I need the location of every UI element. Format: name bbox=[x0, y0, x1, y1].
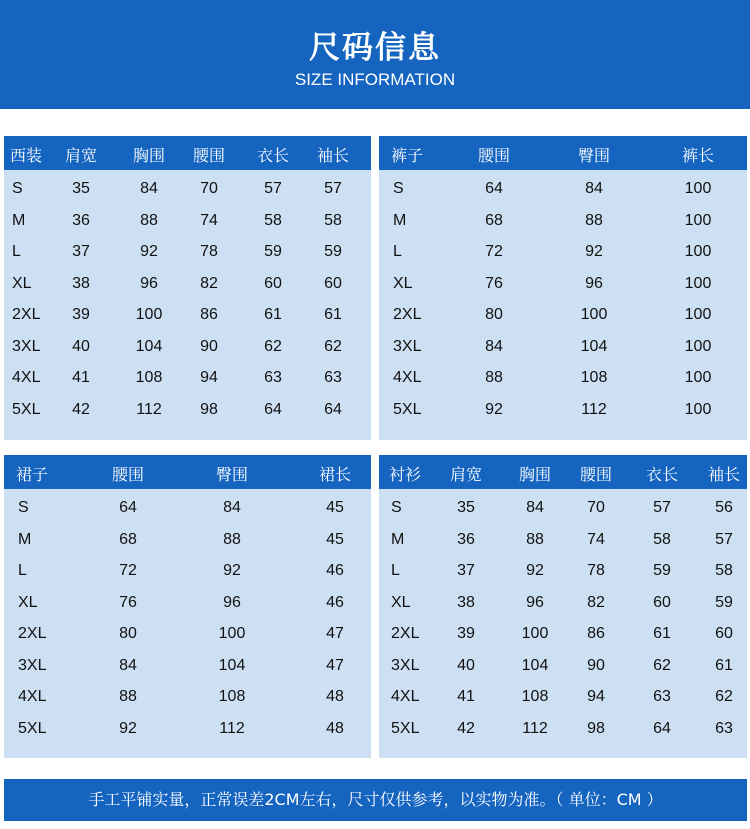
table-cell: 92 bbox=[119, 719, 137, 737]
table-cell: 100 bbox=[684, 211, 712, 229]
table-header bbox=[4, 136, 371, 170]
table-cell: 80 bbox=[119, 625, 137, 642]
table-cell: 62 bbox=[715, 688, 733, 705]
table-cell: 100 bbox=[684, 369, 712, 386]
table-cell: 94 bbox=[200, 369, 218, 386]
size-label: 4XL bbox=[393, 369, 422, 386]
table-cell: 72 bbox=[119, 562, 137, 579]
table-cell: 96 bbox=[223, 593, 241, 611]
table-cell: 88 bbox=[485, 369, 503, 386]
size-label: S bbox=[18, 499, 29, 516]
table-cell: 88 bbox=[140, 211, 158, 229]
header-banner bbox=[0, 0, 750, 109]
table-cell: 63 bbox=[324, 369, 342, 386]
table-cell: 64 bbox=[485, 180, 503, 197]
table-cell: 94 bbox=[587, 688, 605, 705]
table-cell: 84 bbox=[526, 499, 544, 516]
table-cell: 41 bbox=[72, 369, 90, 386]
size-label: XL bbox=[393, 274, 413, 292]
table-cell: 92 bbox=[526, 562, 544, 579]
size-label: 5XL bbox=[391, 719, 420, 737]
column-header: 胸围 bbox=[518, 465, 552, 484]
table-cell: 68 bbox=[119, 530, 137, 548]
size-label: 2XL bbox=[18, 625, 47, 642]
table-cell: 82 bbox=[587, 593, 605, 611]
table-cell: 100 bbox=[684, 243, 712, 260]
size-label: 5XL bbox=[12, 400, 41, 418]
table-cell: 100 bbox=[684, 180, 712, 197]
column-header: 肩宽 bbox=[449, 465, 483, 484]
size-label: S bbox=[12, 180, 23, 197]
table-cell: 76 bbox=[485, 274, 503, 292]
size-label: 4XL bbox=[12, 369, 41, 386]
table-cell: 104 bbox=[521, 656, 549, 674]
shirt-size-table bbox=[379, 455, 747, 758]
table-cell: 100 bbox=[521, 625, 549, 642]
table-cell: 46 bbox=[326, 593, 344, 611]
table-cell: 45 bbox=[326, 499, 344, 516]
table-cell: 100 bbox=[684, 274, 712, 292]
table-cell: 82 bbox=[200, 274, 218, 292]
column-header: 衣长 bbox=[645, 465, 679, 484]
size-label: 2XL bbox=[393, 306, 422, 323]
table-cell: 78 bbox=[587, 562, 605, 579]
table-cell: 57 bbox=[324, 180, 342, 197]
table-cell: 40 bbox=[457, 656, 475, 674]
table-cell: 80 bbox=[485, 306, 503, 323]
size-label: 3XL bbox=[18, 656, 47, 674]
table-cell: 86 bbox=[587, 625, 605, 642]
pants-size-table bbox=[379, 136, 747, 440]
size-label: 3XL bbox=[391, 656, 420, 674]
column-header: 臀围 bbox=[577, 146, 611, 165]
column-header: 衬衫 bbox=[389, 465, 422, 484]
column-header: 衣长 bbox=[256, 146, 290, 165]
table-cell: 108 bbox=[521, 688, 549, 705]
column-header: 臀围 bbox=[215, 465, 249, 484]
table-cell: 88 bbox=[223, 530, 241, 548]
skirt-size-table bbox=[4, 455, 371, 758]
column-header: 肩宽 bbox=[64, 146, 98, 165]
table-cell: 63 bbox=[653, 688, 671, 705]
footer-note: 手工平铺实量，正常误差2CM左右，尺寸仅供参考，以实物为准。（ 单位：CM ） bbox=[4, 779, 747, 821]
suit-size-table bbox=[4, 136, 371, 440]
table-cell: 46 bbox=[326, 562, 344, 579]
size-label: 3XL bbox=[12, 337, 41, 355]
size-label: M bbox=[18, 530, 32, 548]
table-cell: 62 bbox=[264, 337, 282, 355]
table-cell: 57 bbox=[264, 180, 282, 197]
table-cell: 108 bbox=[135, 369, 163, 386]
table-cell: 57 bbox=[715, 530, 733, 548]
table-cell: 45 bbox=[326, 530, 344, 548]
table-cell: 92 bbox=[223, 562, 241, 579]
table-cell: 56 bbox=[715, 499, 733, 516]
table-cell: 58 bbox=[715, 562, 733, 579]
table-cell: 84 bbox=[140, 180, 158, 197]
column-header: 裙长 bbox=[318, 465, 352, 484]
size-label: S bbox=[393, 180, 404, 197]
table-cell: 84 bbox=[119, 656, 137, 674]
table-cell: 59 bbox=[715, 593, 733, 611]
column-header: 胸围 bbox=[132, 146, 166, 165]
table-cell: 63 bbox=[264, 369, 282, 386]
table-cell: 96 bbox=[526, 593, 544, 611]
page-subtitle: SIZE INFORMATION bbox=[294, 70, 456, 89]
table-cell: 108 bbox=[580, 369, 608, 386]
table-cell: 100 bbox=[135, 306, 163, 323]
table-cell: 60 bbox=[264, 274, 282, 292]
table-cell: 36 bbox=[457, 530, 475, 548]
table-cell: 40 bbox=[72, 337, 90, 355]
table-cell: 72 bbox=[485, 243, 503, 260]
size-label: 5XL bbox=[18, 719, 47, 737]
table-cell: 84 bbox=[485, 337, 503, 355]
size-label: 4XL bbox=[18, 688, 47, 705]
table-cell: 98 bbox=[200, 400, 218, 418]
size-label: XL bbox=[391, 593, 411, 611]
column-header: 裤子 bbox=[391, 146, 424, 165]
column-header: 腰围 bbox=[192, 146, 226, 165]
table-cell: 92 bbox=[485, 400, 503, 418]
table-cell: 100 bbox=[580, 306, 608, 323]
table-cell: 42 bbox=[72, 400, 90, 418]
table-cell: 100 bbox=[684, 306, 712, 323]
table-cell: 38 bbox=[72, 274, 90, 292]
table-cell: 112 bbox=[136, 400, 162, 418]
table-cell: 39 bbox=[72, 306, 90, 323]
table-cell: 61 bbox=[324, 306, 342, 323]
table-cell: 88 bbox=[119, 688, 137, 705]
column-header: 裤长 bbox=[681, 146, 715, 165]
table-cell: 58 bbox=[324, 211, 342, 229]
table-cell: 39 bbox=[457, 625, 475, 642]
table-cell: 35 bbox=[457, 499, 475, 516]
table-cell: 108 bbox=[218, 688, 246, 705]
column-header: 袖长 bbox=[707, 465, 741, 484]
table-cell: 76 bbox=[119, 593, 137, 611]
table-cell: 98 bbox=[587, 719, 605, 737]
table-cell: 38 bbox=[457, 593, 475, 611]
size-label: L bbox=[393, 243, 402, 260]
table-cell: 64 bbox=[324, 400, 342, 418]
column-header: 腰围 bbox=[111, 465, 145, 484]
table-cell: 96 bbox=[585, 274, 603, 292]
table-cell: 86 bbox=[200, 306, 218, 323]
table-cell: 36 bbox=[72, 211, 90, 229]
table-cell: 90 bbox=[587, 656, 605, 674]
table-cell: 59 bbox=[324, 243, 342, 260]
table-cell: 60 bbox=[653, 593, 671, 611]
column-header: 腰围 bbox=[579, 465, 613, 484]
table-cell: 68 bbox=[485, 211, 503, 229]
size-label: XL bbox=[18, 593, 38, 611]
table-cell: 58 bbox=[653, 530, 671, 548]
table-cell: 57 bbox=[653, 499, 671, 516]
table-cell: 78 bbox=[200, 243, 218, 260]
table-cell: 62 bbox=[653, 656, 671, 674]
table-cell: 58 bbox=[264, 211, 282, 229]
table-cell: 48 bbox=[326, 719, 344, 737]
table-cell: 61 bbox=[653, 625, 671, 642]
table-cell: 104 bbox=[218, 656, 246, 674]
table-cell: 70 bbox=[200, 180, 218, 197]
table-cell: 92 bbox=[140, 243, 158, 260]
table-cell: 60 bbox=[324, 274, 342, 292]
table-cell: 112 bbox=[522, 719, 548, 737]
table-cell: 74 bbox=[200, 211, 218, 229]
table-cell: 41 bbox=[457, 688, 475, 705]
table-header bbox=[379, 455, 747, 489]
table-cell: 37 bbox=[457, 562, 475, 579]
table-cell: 96 bbox=[140, 274, 158, 292]
table-cell: 37 bbox=[72, 243, 90, 260]
table-cell: 112 bbox=[581, 400, 607, 418]
table-cell: 74 bbox=[587, 530, 605, 548]
table-cell: 47 bbox=[326, 656, 344, 674]
table-cell: 42 bbox=[457, 719, 475, 737]
table-cell: 59 bbox=[264, 243, 282, 260]
table-cell: 48 bbox=[326, 688, 344, 705]
table-cell: 100 bbox=[684, 337, 712, 355]
size-label: XL bbox=[12, 274, 32, 292]
column-header: 西装 bbox=[10, 146, 43, 165]
table-cell: 88 bbox=[526, 530, 544, 548]
size-label: M bbox=[12, 211, 26, 229]
column-header: 袖长 bbox=[316, 146, 350, 165]
table-cell: 59 bbox=[653, 562, 671, 579]
table-cell: 47 bbox=[326, 625, 344, 642]
table-cell: 100 bbox=[684, 400, 712, 418]
table-header bbox=[379, 136, 747, 170]
table-cell: 88 bbox=[585, 211, 603, 229]
table-cell: 112 bbox=[219, 719, 245, 737]
size-label: 2XL bbox=[12, 306, 41, 323]
table-cell: 64 bbox=[264, 400, 282, 418]
size-label: 4XL bbox=[391, 688, 420, 705]
size-label: S bbox=[391, 499, 402, 516]
column-header: 裙子 bbox=[16, 465, 49, 484]
size-label: M bbox=[391, 530, 405, 548]
table-cell: 90 bbox=[200, 337, 218, 355]
size-label: L bbox=[18, 562, 27, 579]
table-cell: 84 bbox=[585, 180, 603, 197]
table-cell: 62 bbox=[324, 337, 342, 355]
size-label: 2XL bbox=[391, 625, 420, 642]
table-cell: 64 bbox=[653, 719, 671, 737]
table-cell: 64 bbox=[119, 499, 137, 516]
size-label: L bbox=[12, 243, 21, 260]
table-cell: 70 bbox=[587, 499, 605, 516]
page-title: 尺码信息 bbox=[309, 30, 441, 66]
table-cell: 35 bbox=[72, 180, 90, 197]
table-cell: 84 bbox=[223, 499, 241, 516]
table-cell: 92 bbox=[585, 243, 603, 260]
table-cell: 63 bbox=[715, 719, 733, 737]
table-cell: 100 bbox=[218, 625, 246, 642]
table-cell: 60 bbox=[715, 625, 733, 642]
table-cell: 61 bbox=[715, 656, 733, 674]
table-cell: 61 bbox=[264, 306, 282, 323]
size-label: L bbox=[391, 562, 400, 579]
size-label: 5XL bbox=[393, 400, 422, 418]
table-cell: 104 bbox=[135, 337, 163, 355]
size-label: M bbox=[393, 211, 407, 229]
size-label: 3XL bbox=[393, 337, 422, 355]
column-header: 腰围 bbox=[477, 146, 511, 165]
table-header bbox=[4, 455, 371, 489]
table-cell: 104 bbox=[580, 337, 608, 355]
